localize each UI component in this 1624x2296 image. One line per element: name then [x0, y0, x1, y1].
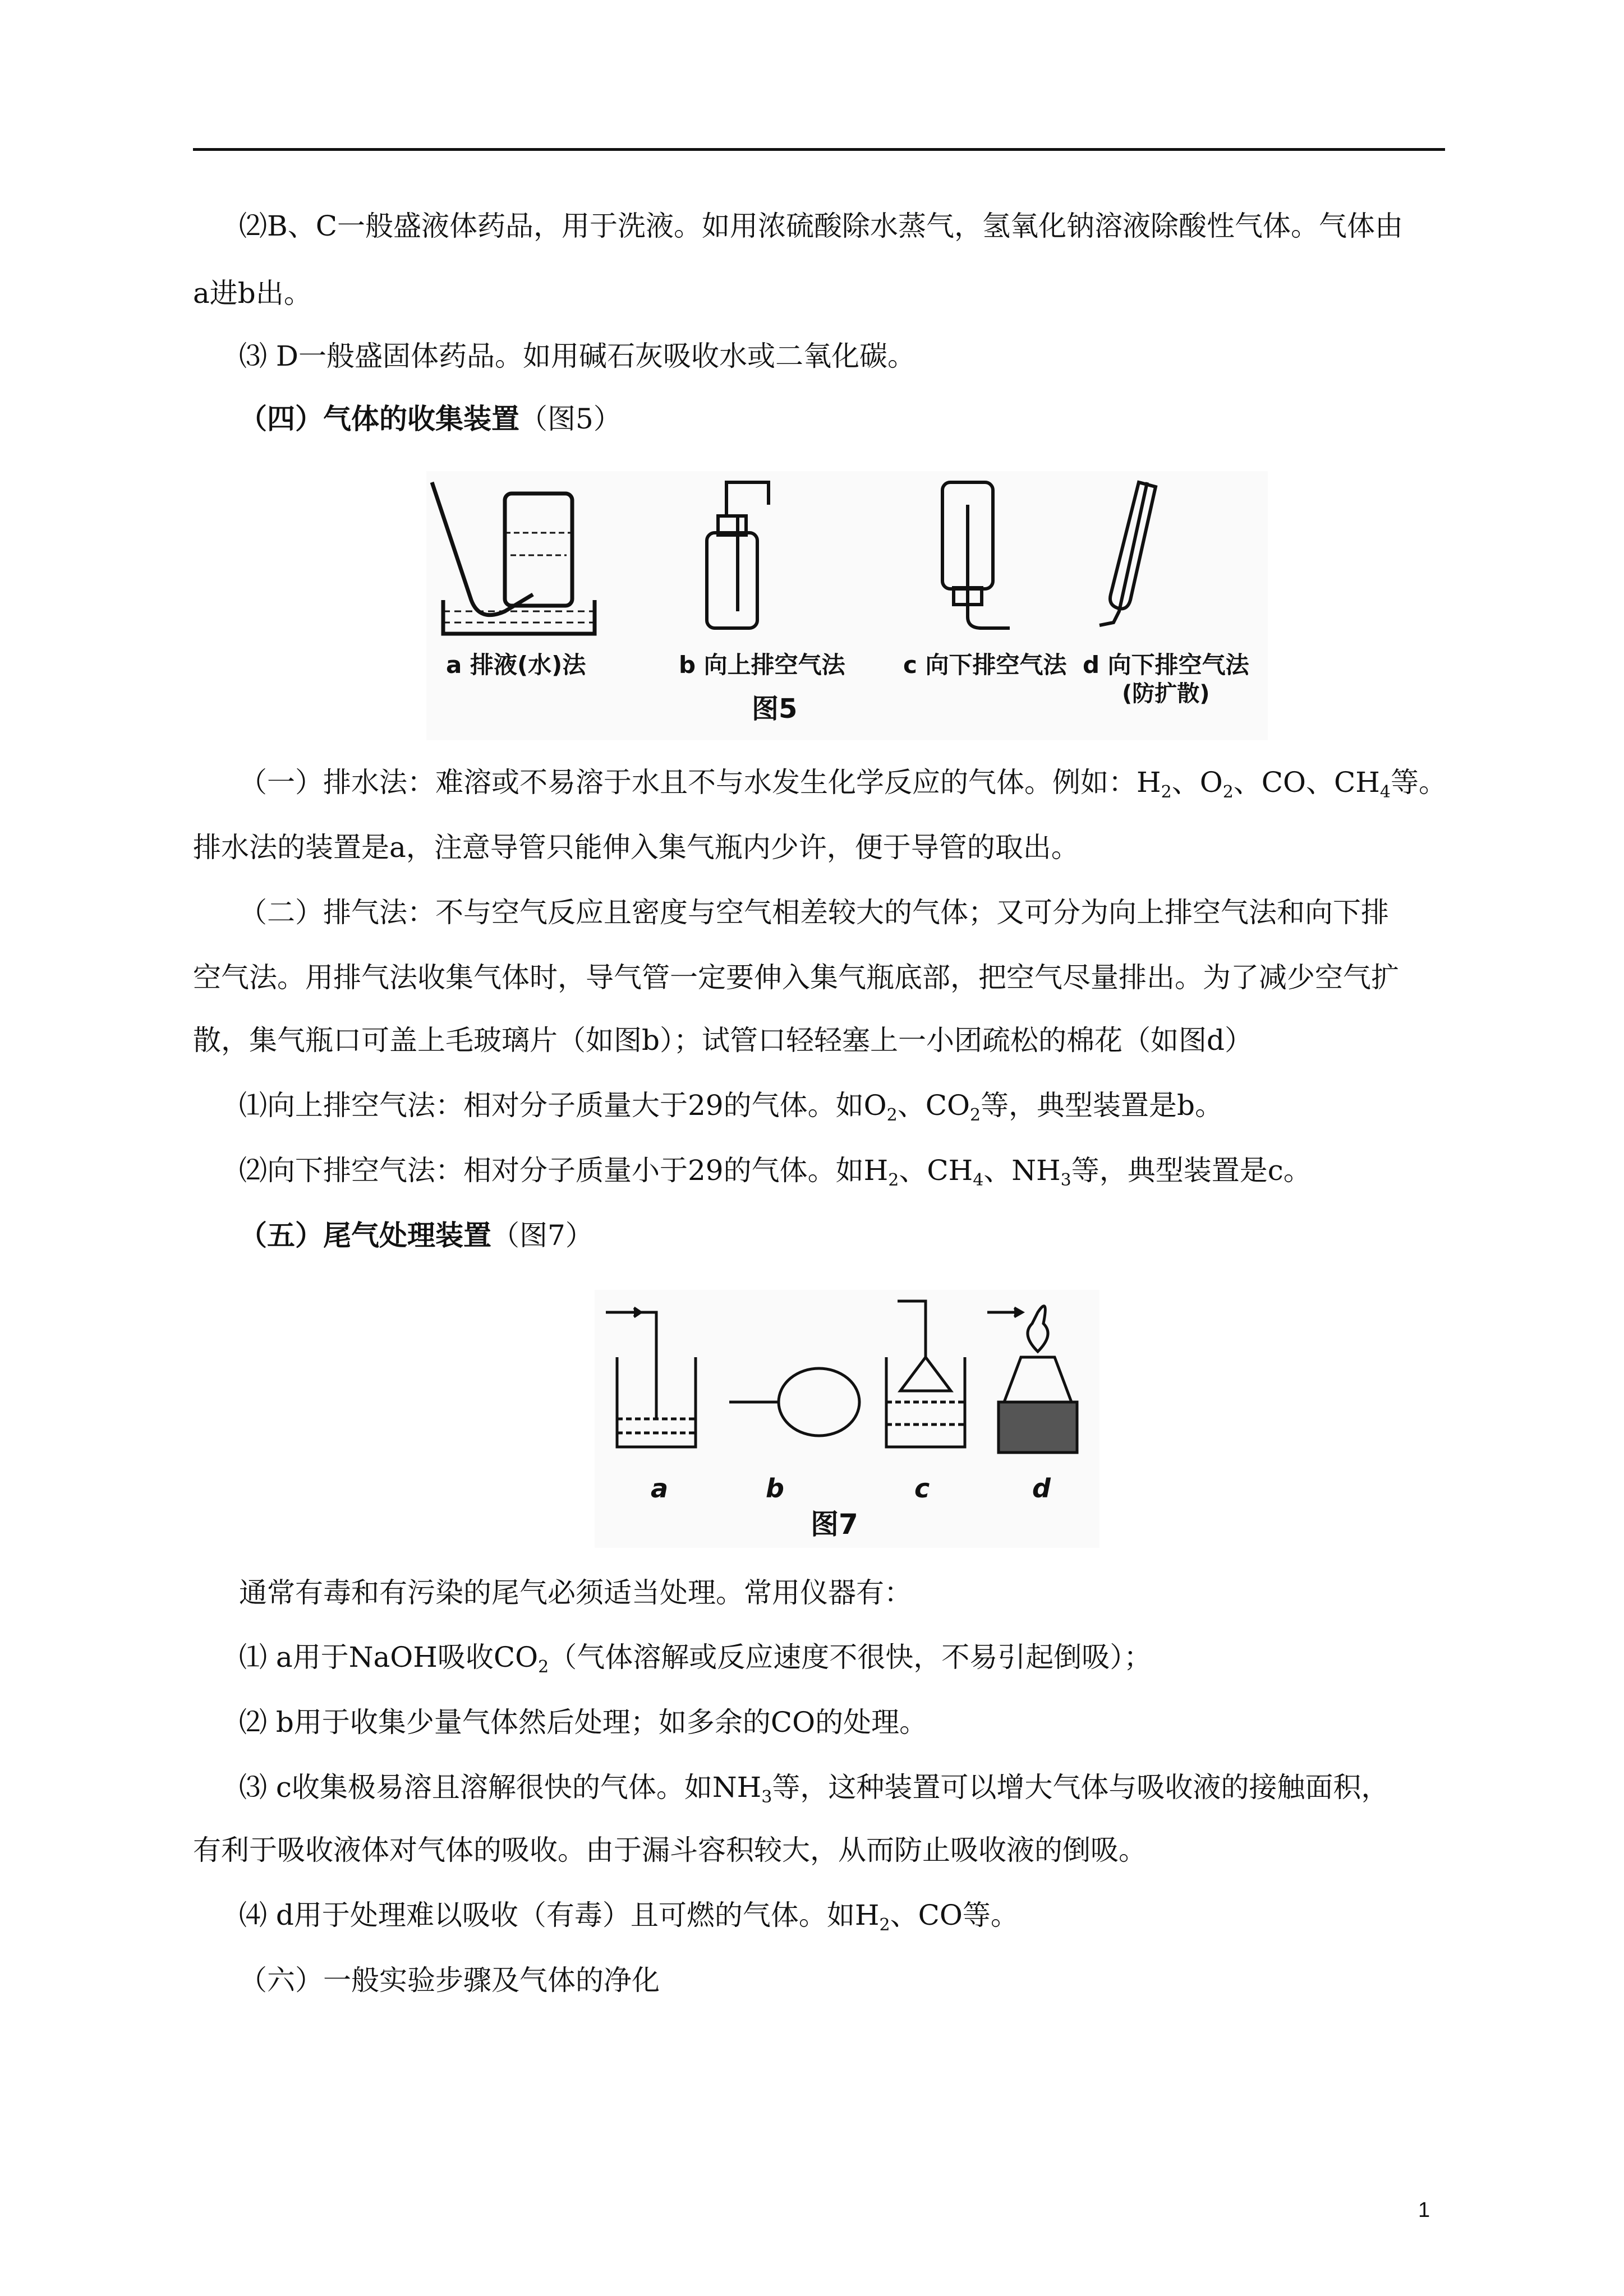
paragraph-air-method-3: 散，集气瓶口可盖上毛玻璃片（如图b）；试管口轻轻塞上一小团疏松的棉花（如图d） — [193, 1024, 1253, 1057]
paragraph-upward-air: ⑴向上排空气法：相对分子质量大于29的气体。如$O_2$、$CO_2$等，典型装置是b。 — [239, 1089, 1223, 1125]
heading-general-steps: （六）一般实验步骤及气体的净化 — [239, 1964, 660, 1997]
fig7-label-d: d — [1032, 1473, 1051, 1504]
figure-5-collection-apparatus — [426, 471, 1268, 740]
paragraph-air-method-2: 空气法。用排气法收集气体时，导气管一定要伸入集气瓶底部，把空气尽量排出。为了减少空气扩 — [193, 961, 1399, 994]
heading-gas-collection: （四）气体的收集装置（图5） — [239, 402, 622, 435]
paragraph-a-in-b-out: a进b出。 — [193, 277, 312, 310]
figure-7-tail-gas-apparatus — [595, 1290, 1099, 1548]
paragraph-water-method-device: 排水法的装置是a，注意导管只能伸入集气瓶内少许，便于导管的取出。 — [193, 831, 1079, 864]
paragraph-device-c-2: 有利于吸收液体对气体的吸收。由于漏斗容积较大，从而防止吸收液的倒吸。 — [193, 1834, 1147, 1866]
paragraph-device-b: ⑵ b用于收集少量气体然后处理；如多余的CO的处理。 — [239, 1706, 928, 1739]
fig7-label-c: c — [914, 1473, 930, 1504]
paragraph-device-c-1: ⑶ c收集极易溶且溶解很快的气体。如$NH_3$等，这种装置可以增大气体与吸收液的接触面积， — [239, 1771, 1390, 1807]
header-rule — [193, 148, 1445, 151]
fig5-caption-a: a 排液(水)法 — [446, 651, 586, 679]
paragraph-device-d: ⑷ d用于处理难以吸收（有毒）且可燃的气体。如$H_2$、CO等。 — [239, 1899, 1019, 1935]
fig7-title: 图7 — [811, 1508, 858, 1541]
paragraph-bc-liquid: ⑵B、C一般盛液体药品，用于洗液。如用浓硫酸除水蒸气，氢氧化钠溶液除酸性气体。气体由 — [239, 210, 1403, 242]
paragraph-toxic-gas: 通常有毒和有污染的尾气必须适当处理。常用仪器有： — [239, 1576, 912, 1609]
fig7-label-a: a — [651, 1473, 669, 1504]
paragraph-air-method-1: （二）排气法：不与空气反应且密度与空气相差较大的气体；又可分为向上排空气法和向下排 — [239, 896, 1389, 929]
fig5-caption-b: b 向上排空气法 — [679, 651, 845, 679]
fig5-title: 图5 — [752, 693, 798, 725]
fig5-caption-d: d 向下排空气法 — [1083, 651, 1249, 679]
paragraph-water-method: （一）排水法：难溶或不易溶于水且不与水发生化学反应的气体。例如：$H_2$、$O_2$、CO、$CH_4$等。 — [239, 766, 1447, 802]
page-number: 1 — [1418, 2198, 1430, 2222]
paragraph-downward-air: ⑵向下排空气法：相对分子质量小于29的气体。如$H_2$、$CH_4$、$NH_3$等，典型装置是c。 — [239, 1154, 1312, 1190]
fig7-label-b: b — [766, 1473, 784, 1504]
fig5-caption-c: c 向下排空气法 — [903, 651, 1067, 679]
paragraph-d-solid: ⑶ D一般盛固体药品。如用碱石灰吸收水或二氧化碳。 — [239, 340, 915, 372]
fig5-caption-d-note: (防扩散) — [1122, 681, 1210, 707]
heading-tail-gas: （五）尾气处理装置（图7） — [239, 1219, 594, 1252]
paragraph-device-a: ⑴ a用于NaOH吸收$CO_2$（气体溶解或反应速度不很快，不易引起倒吸）； — [239, 1641, 1152, 1677]
